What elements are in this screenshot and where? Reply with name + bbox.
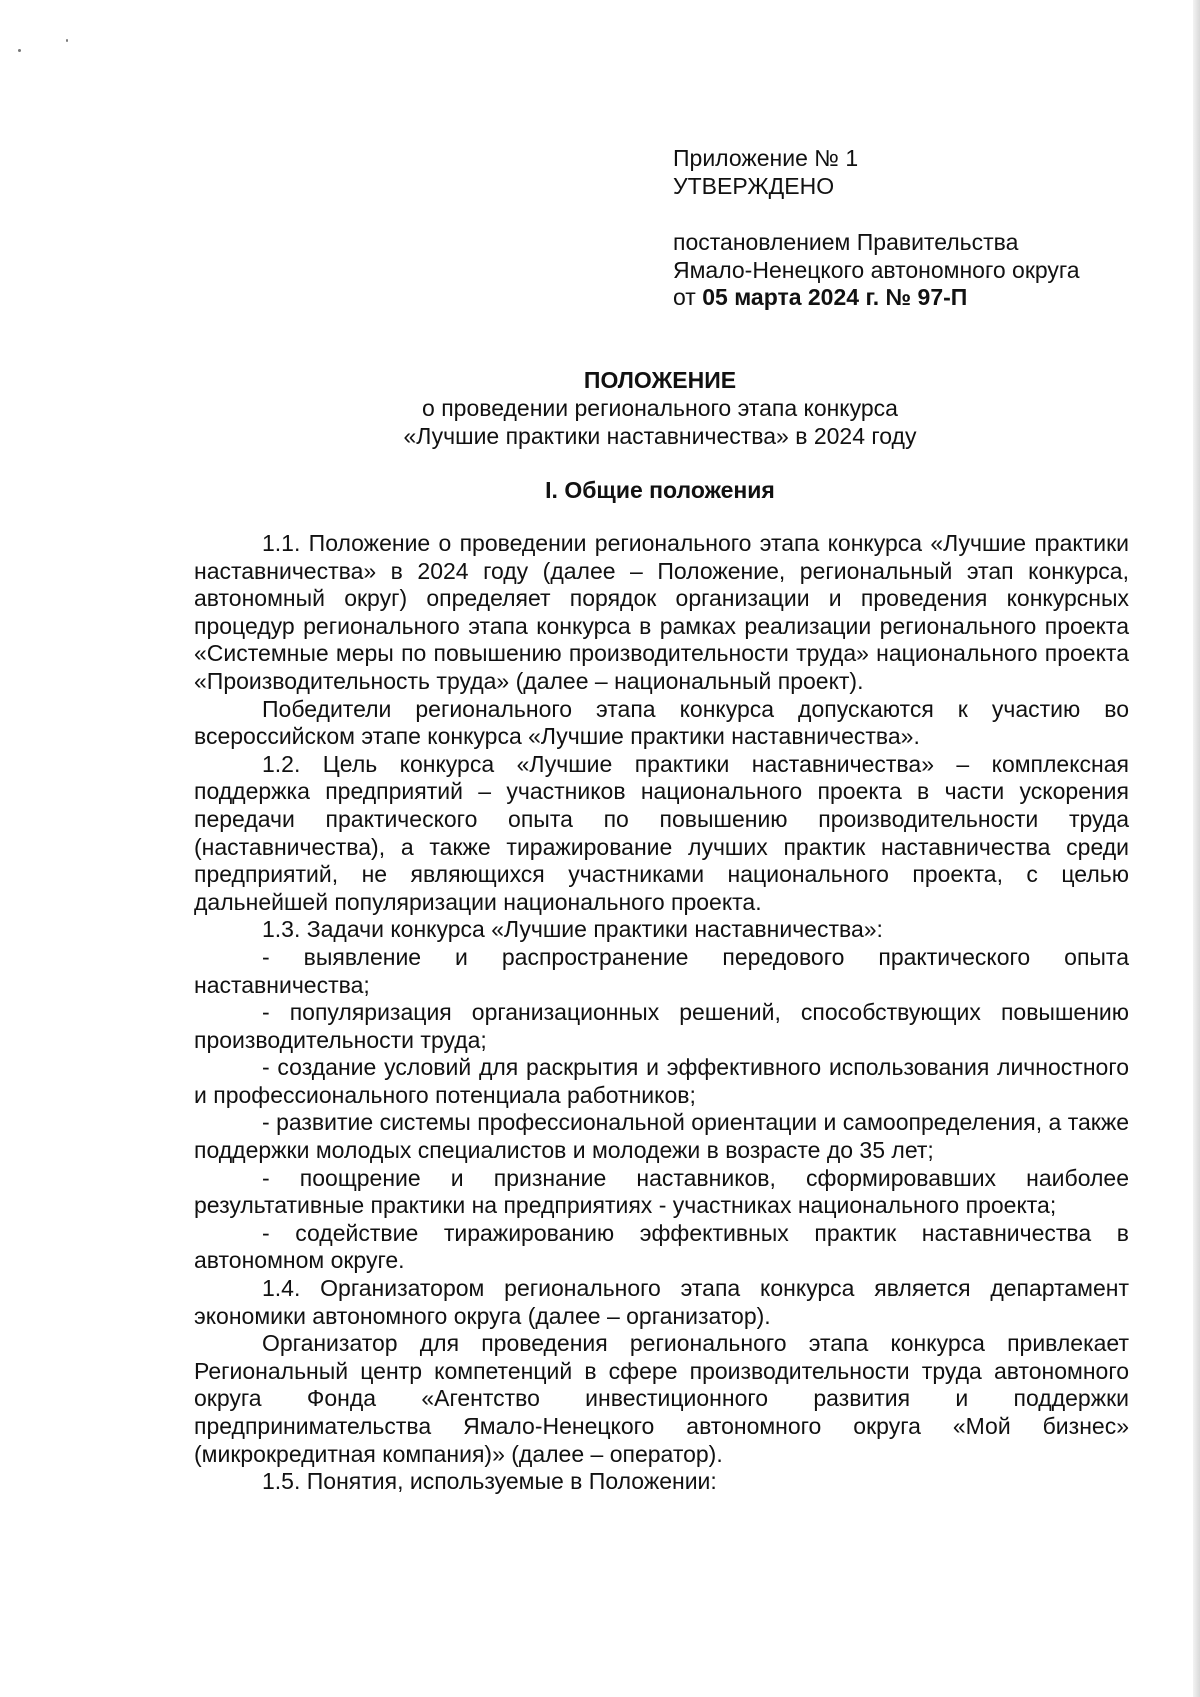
task-item: - создание условий для раскрытия и эффективного использования личностного и профессионального потенциала работников;	[194, 1054, 1129, 1108]
task-item: - развитие системы профессиональной ориентации и самоопределения, а также поддержки молодых специалистов и молодежи в возрасте до 35 лет;	[194, 1109, 1129, 1164]
scan-speck	[18, 49, 21, 52]
resolution-date-number: 05 марта 2024 г. № 97-П	[702, 284, 968, 310]
document-subtitle-line2: «Лучшие практики наставничества» в 2024 году	[403, 423, 917, 449]
document-subtitle-line1: о проведении регионального этапа конкурса	[422, 395, 898, 421]
date-prefix: от	[673, 284, 696, 310]
paragraph-1-3: 1.3. Задачи конкурса «Лучшие практики наставничества»:	[262, 916, 883, 943]
document-body	[194, 530, 1129, 1496]
paragraph-1-4: 1.4. Организатором регионального этапа конкурса является департамент экономики автономного округа (далее – организатор).	[194, 1275, 1129, 1329]
paragraph-winners: Победители регионального этапа конкурса допускаются к участию во всероссийском этапе конкурса «Лучшие практики наставничества».	[194, 695, 1129, 750]
task-item: - популяризация организационных решений, способствующих повышению производительности труда;	[194, 999, 1129, 1053]
approved-by-line2: Ямало-Ненецкого автономного округа	[673, 256, 1080, 283]
scan-edge-shadow	[1193, 0, 1200, 1697]
approved-label: УТВЕРЖДЕНО	[673, 172, 835, 199]
resolution-date-line	[673, 284, 1133, 312]
task-item: - содействие тиражированию эффективных практик наставничества в автономном округе.	[194, 1219, 1129, 1274]
document-title: ПОЛОЖЕНИЕ	[583, 367, 737, 393]
task-item: - поощрение и признание наставников, сформировавших наиболее результативные практики на предприятиях - участниках национального проекта;	[194, 1164, 1129, 1219]
paragraph-1-2: 1.2. Цель конкурса «Лучшие практики наставничества» – комплексная поддержка предприятий – участников национального проекта в части ускорения передачи практического опыта по повышению производительности труда (наставничества), а также тиражирование лучших практик наставничества среди предприятий, не являющихся участниками национального проекта, с целью дальнейшей популяризации национального проекта.	[194, 750, 1129, 915]
appendix-label: Приложение № 1	[673, 145, 859, 171]
task-item: - выявление и распространение передового практического опыта наставничества;	[194, 943, 1129, 998]
approved-by-line1: постановлением Правительства	[673, 229, 1019, 255]
paragraph-1-1: 1.1. Положение о проведении регионального этапа конкурса «Лучшие практики наставничества» в 2024 году (далее – Положение, региональный этап конкурса, автономный округ) определяет порядок организации и проведения конкурсных процедур регионального этапа конкурса в рамках реализации регионального проекта «Системные меры по повышению производительности труда» национального проекта «Производительность труда» (далее – национальный проект).	[194, 530, 1129, 694]
document-title-block	[194, 366, 1126, 450]
section-heading: I. Общие положения	[545, 477, 775, 503]
approval-block	[673, 145, 1133, 312]
paragraph-operator: Организатор для проведения регионального этапа конкурса привлекает Региональный центр компетенций в сфере производительности труда автономного округа Фонда «Агентство инвестиционного развития и поддержки предпринимательства Ямало-Ненецкого автономного округа «Мой бизнес» (микрокредитная компания)» (далее – оператор).	[194, 1330, 1129, 1467]
scan-speck	[66, 39, 68, 42]
paragraph-1-5: 1.5. Понятия, используемые в Положении:	[262, 1468, 717, 1495]
